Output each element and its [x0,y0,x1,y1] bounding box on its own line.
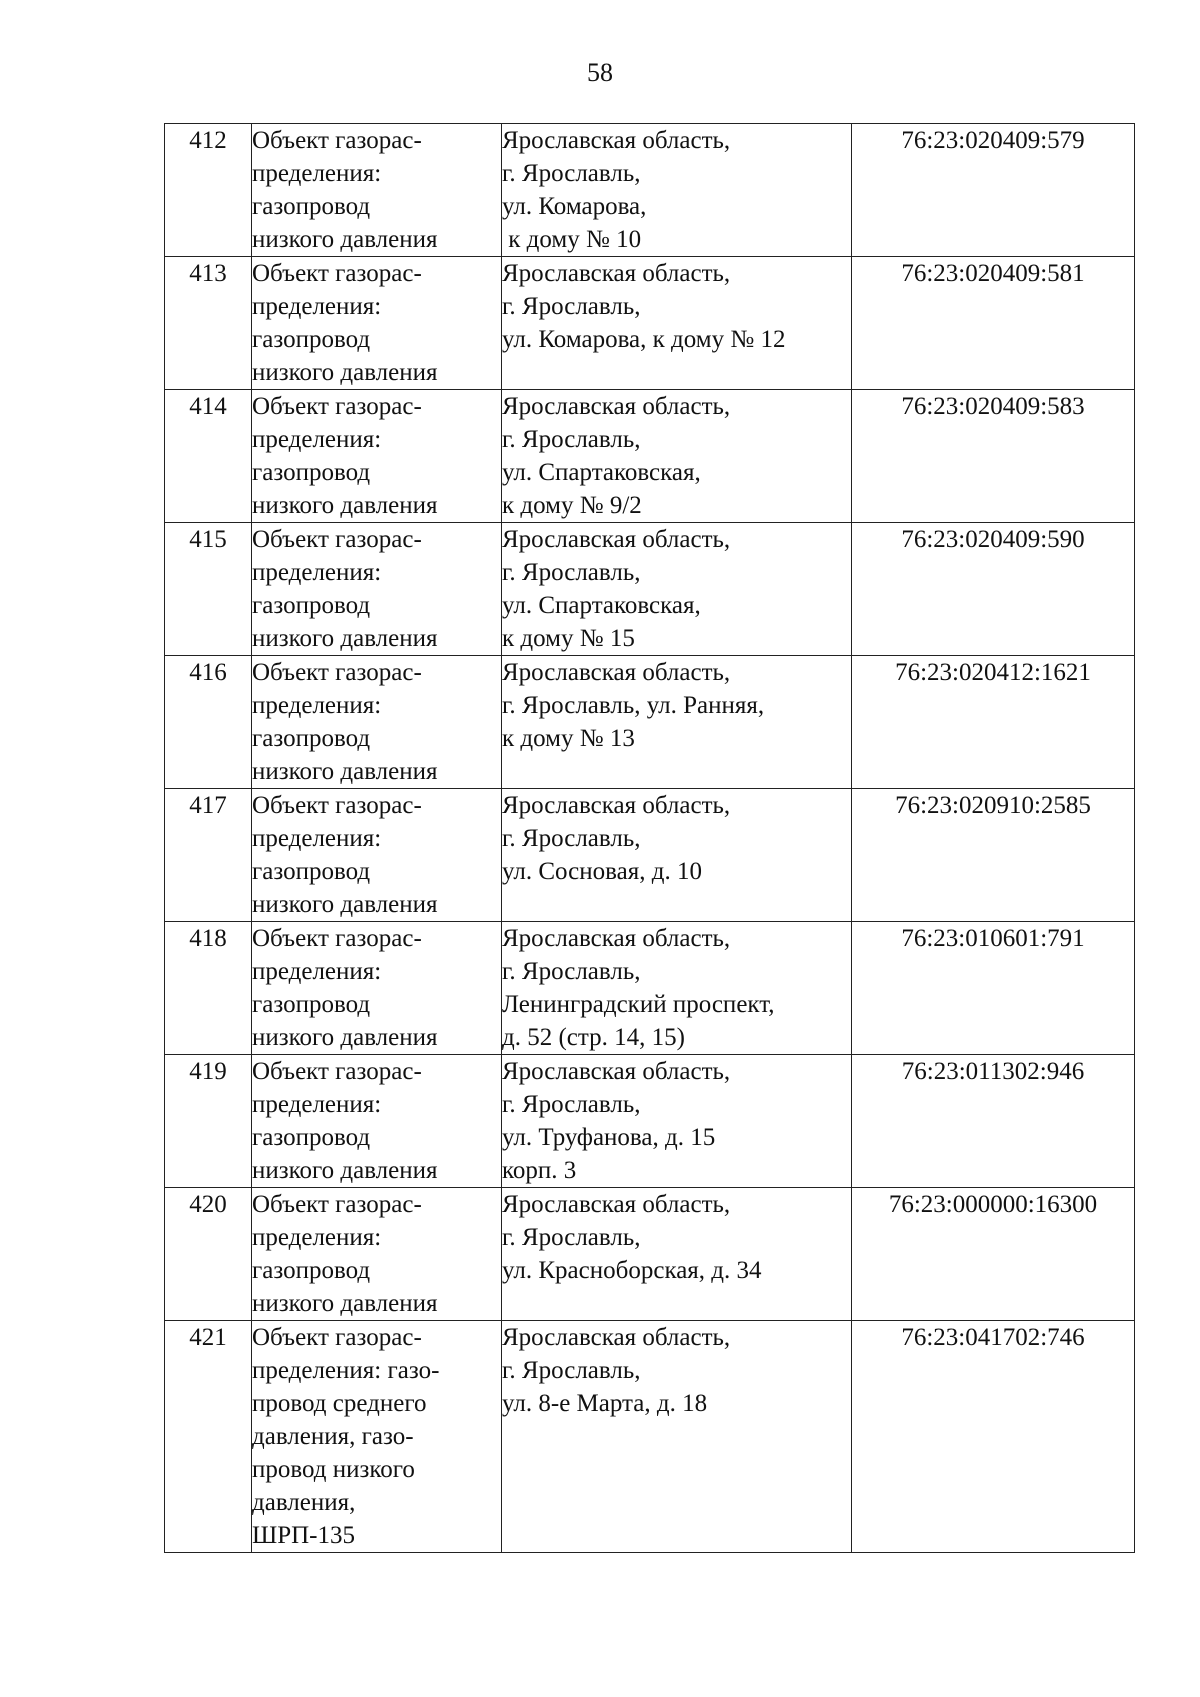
cadastral-number: 76:23:011302:946 [852,1055,1135,1188]
row-number: 414 [165,390,252,523]
row-number: 412 [165,124,252,257]
object-address: Ярославская область, г. Ярославль, Ленинградский проспект, д. 52 (стр. 14, 15) [502,922,852,1055]
object-description: Объект газорас- пределения: газопровод низкого давления [252,1055,502,1188]
object-address: Ярославская область, г. Ярославль, ул. Спартаковская, к дому № 15 [502,523,852,656]
cadastral-number: 76:23:020409:579 [852,124,1135,257]
cadastral-number: 76:23:020409:583 [852,390,1135,523]
table-row [165,523,1135,656]
table-row [165,1055,1135,1188]
object-address: Ярославская область, г. Ярославль, ул. Комарова, к дому № 10 [502,124,852,257]
cadastral-number: 76:23:020409:590 [852,523,1135,656]
table-row [165,124,1135,257]
row-number: 421 [165,1321,252,1553]
row-number: 419 [165,1055,252,1188]
registry-table [164,123,1135,1553]
cadastral-number: 76:23:041702:746 [852,1321,1135,1553]
cadastral-number: 76:23:020910:2585 [852,789,1135,922]
object-description: Объект газорас- пределения: газопровод низкого давления [252,656,502,789]
cadastral-number: 76:23:020412:1621 [852,656,1135,789]
object-address: Ярославская область, г. Ярославль, ул. Труфанова, д. 15 корп. 3 [502,1055,852,1188]
object-description: Объект газорас- пределения: газо- провод среднего давления, газо- провод низкого давления, ШРП-135 [252,1321,502,1553]
table-row [165,1188,1135,1321]
row-number: 415 [165,523,252,656]
table-row [165,390,1135,523]
object-description: Объект газорас- пределения: газопровод низкого давления [252,390,502,523]
object-description: Объект газорас- пределения: газопровод низкого давления [252,124,502,257]
row-number: 413 [165,257,252,390]
page-number: 58 [587,58,613,87]
cadastral-number: 76:23:010601:791 [852,922,1135,1055]
object-description: Объект газорас- пределения: газопровод низкого давления [252,789,502,922]
cadastral-number: 76:23:000000:16300 [852,1188,1135,1321]
table-row [165,922,1135,1055]
object-description: Объект газорас- пределения: газопровод низкого давления [252,1188,502,1321]
object-description: Объект газорас- пределения: газопровод низкого давления [252,922,502,1055]
object-address: Ярославская область, г. Ярославль, ул. Комарова, к дому № 12 [502,257,852,390]
row-number: 416 [165,656,252,789]
object-address: Ярославская область, г. Ярославль, ул. Спартаковская, к дому № 9/2 [502,390,852,523]
table-row [165,789,1135,922]
object-address: Ярославская область, г. Ярославль, ул. Сосновая, д. 10 [502,789,852,922]
object-description: Объект газорас- пределения: газопровод низкого давления [252,523,502,656]
table-row [165,656,1135,789]
object-address: Ярославская область, г. Ярославль, ул. 8-е Марта, д. 18 [502,1321,852,1553]
table-row [165,257,1135,390]
object-address: Ярославская область, г. Ярославль, ул. Ранняя, к дому № 13 [502,656,852,789]
row-number: 420 [165,1188,252,1321]
object-address: Ярославская область, г. Ярославль, ул. Красноборская, д. 34 [502,1188,852,1321]
object-description: Объект газорас- пределения: газопровод низкого давления [252,257,502,390]
row-number: 417 [165,789,252,922]
table-row [165,1321,1135,1553]
row-number: 418 [165,922,252,1055]
cadastral-number: 76:23:020409:581 [852,257,1135,390]
